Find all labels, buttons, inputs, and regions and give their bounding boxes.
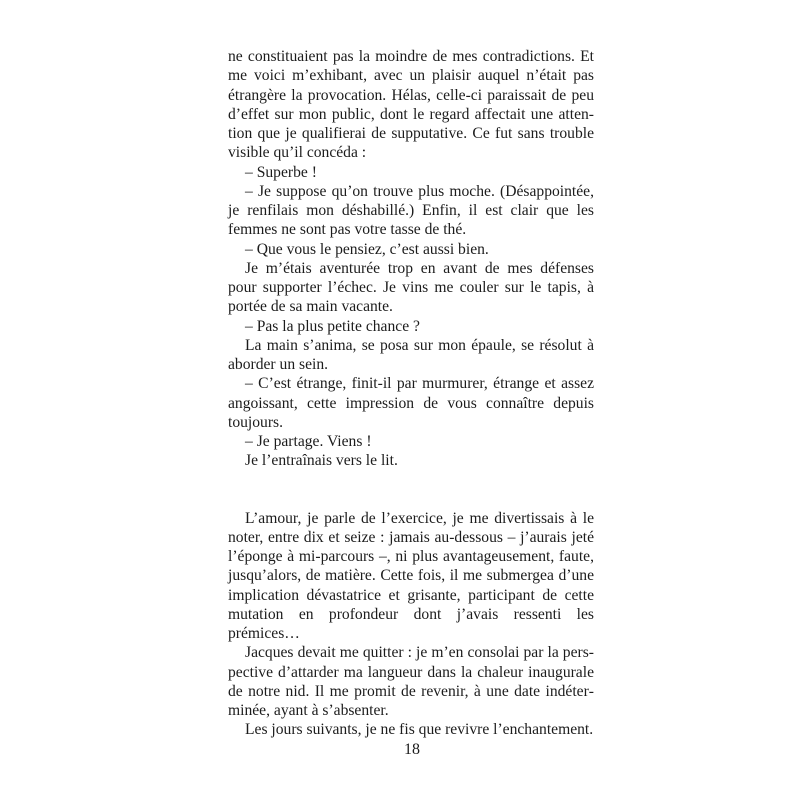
paragraph: ne constituaient pas la moindre de mes contradictions. Et me voici m’exhibant, avec un plaisir auquel n’était pas étrangère la provocation. Hélas, celle-ci paraissait de peu d’effet sur mon public, dont le regard affectait une attention que je qualifierai de supputative. Ce fut sans trouble visible qu’il concéda : — [228, 48, 594, 162]
dialogue-line: – Je partage. Viens ! — [245, 433, 372, 450]
dialogue-line: – Superbe ! — [245, 163, 317, 181]
paragraph: Je l’entraînais vers le lit. — [245, 452, 398, 470]
dialogue-line: – Que vous le pensiez, c’est aussi bien. — [245, 240, 489, 258]
paragraph: Les jours suivants, je ne fis que revivre l’enchantement. — [245, 721, 594, 739]
dialogue-line: – Pas la plus petite chance ? — [245, 317, 420, 335]
scene-break — [228, 471, 594, 509]
paragraph: La main s’anima, se posa sur mon épaule, se résolut à aborder un sein. — [228, 336, 594, 373]
paragraph: Je m’étais aventurée trop en avant de mes défenses pour supporter l’échec. Je vins me couler sur le tapis, à portée de sa main vacante. — [228, 259, 594, 316]
paragraph: Jacques devait me quitter : je m’en consolai par la perspective d’attarder ma langueur dans la chaleur inaugurale de notre nid. Il me promit de revenir, à une date indéterminée, ayant à s’absenter. — [228, 644, 594, 719]
body-text — [228, 47, 594, 740]
paragraph: L’amour, je parle de l’exercice, je me divertissais à le noter, entre dix et seize : jamais au-dessous – j’aurais jeté l’éponge à mi-parcours –, ni plus avantageusement, faute, jusqu’alors, de matière. Cette fois, il me submergea d’une implication dévastatrice et grisante, participant de cette mutation en profondeur dont j’avais ressenti les prémices… — [228, 509, 594, 642]
dialogue-line: – Je suppose qu’on trouve plus moche. (Désappointée, je renfilais mon déshabillé.) Enfin, il est clair que les femmes ne sont pas votre tasse de thé. — [228, 182, 594, 239]
dialogue-line: – C’est étrange, finit-il par murmurer, étrange et assez angoissant, cette impression de vous connaître depuis toujours. — [228, 375, 594, 431]
page-number: 18 — [404, 741, 420, 758]
